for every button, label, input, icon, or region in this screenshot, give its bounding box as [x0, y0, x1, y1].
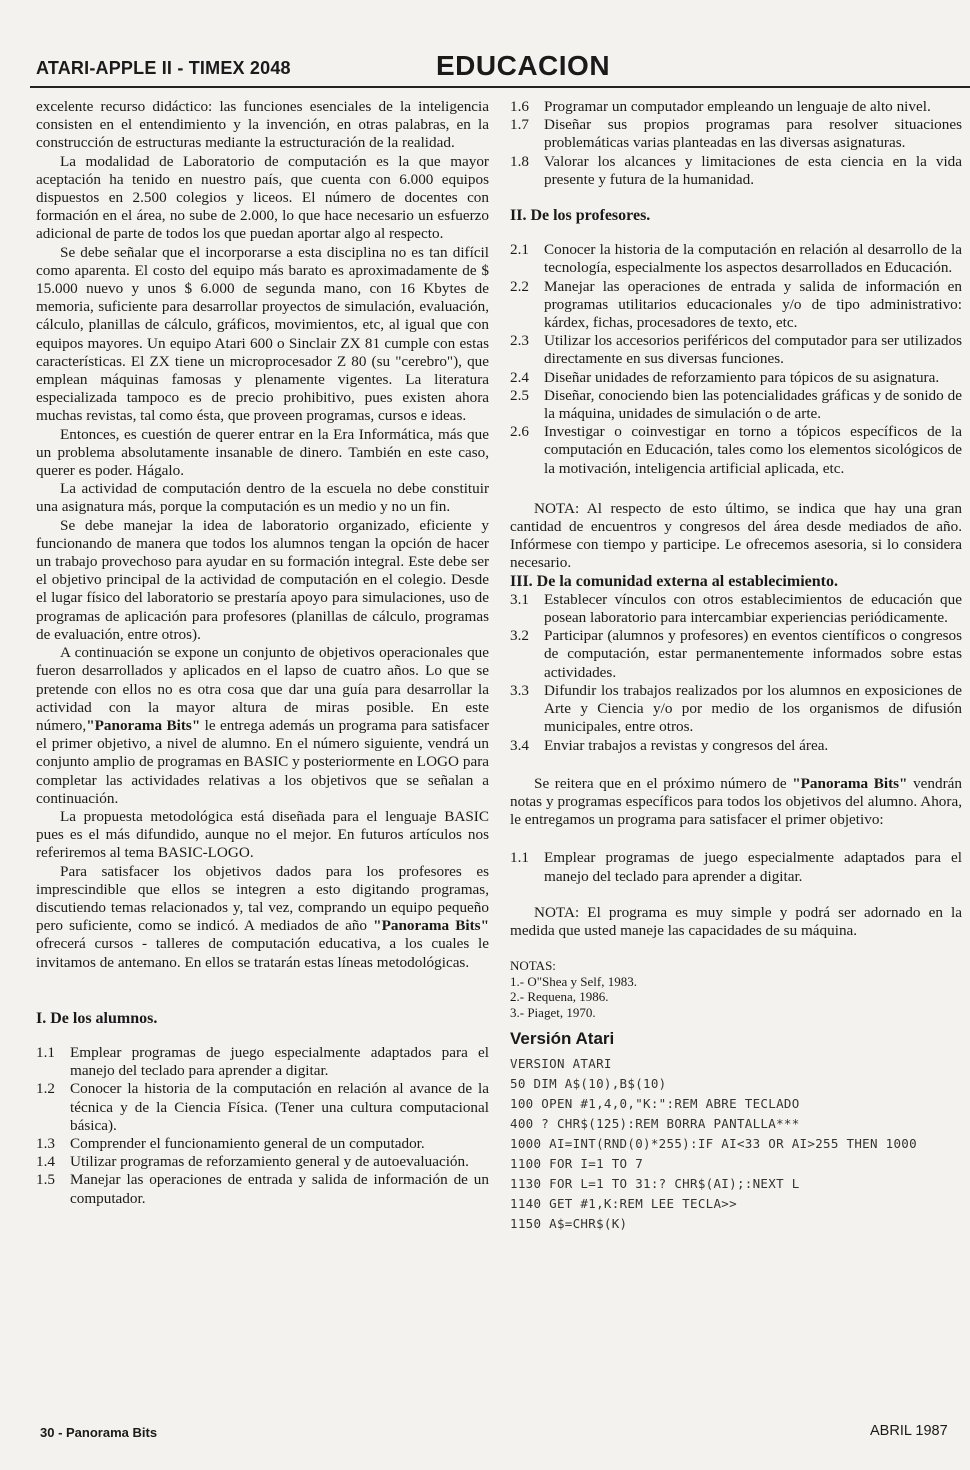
header-rule — [30, 86, 970, 88]
item-number: 1.7 — [510, 116, 529, 134]
notes-item: 1.- O"Shea y Self, 1983. — [510, 973, 637, 989]
item-text: Investigar o coinvestigar en torno a tópicos específicos de la computación en Educación, tales como los elementos sicológicos de la motivación, inteligencia artificial aplicada, etc. — [544, 423, 962, 477]
item-text: Diseñar, conociendo bien las potencialidades gráficas y de sonido de la máquina, unidades de simulación o de arte. — [544, 386, 962, 423]
list-item — [510, 682, 962, 737]
paragraph: La actividad de computación dentro de la escuela no debe constituir una asignatura más, porque la computación es un medio y no un fin. — [36, 480, 489, 516]
paragraph-text: le entrega además un programa para satisfacer el primer objetivo, a nivel de alumno. En el número siguiente, vendrá un conjunto amplio de programas en BASIC y posteriormente en LOGO para completar las actividades relativas a los objetivos que se señalan a continuación. — [36, 716, 489, 807]
list-item — [510, 98, 962, 116]
list-item — [510, 241, 962, 277]
list-item — [510, 278, 962, 333]
item-number: 1.6 — [510, 98, 529, 115]
item-text: Diseñar sus propios programas para resolver situaciones problemáticas varias planteadas en las diversas asignaturas. — [544, 116, 962, 152]
notes-item: 3.- Piaget, 1970. — [510, 1004, 596, 1020]
item-text: Participar (alumnos y profesores) en eventos científicos o congresos de computación, estar permanentemente informados sobre estas actividades. — [544, 627, 962, 681]
paragraph-text: ofrecerá cursos - talleres de computación educativa, a los cuales le invitamos de antemano. En ellos se tratarán estas líneas metodológicas. — [36, 935, 489, 971]
item-number: 1.5 — [36, 1171, 55, 1189]
item-number: 2.1 — [510, 241, 529, 259]
paragraph: Se debe manejar la idea de laboratorio organizado, eficiente y funcionando de manera que todos los alumnos tengan la opción de hacer un trabajo provechoso para ayudar en su formación integral. Este debe ser el objetivo principal de la actividad de computación en el colegio. Desde el lugar físico del laboratorio se prestaría apoyo para simulaciones, uso de programas de aplicación para profesores (planillas de cálculo, programas de evaluación, entre otros). — [36, 516, 489, 643]
item-number: 3.3 — [510, 681, 529, 699]
left-column — [36, 98, 489, 1208]
item-text: Emplear programas de juego especialmente adaptados para el manejo del teclado para aprender a digitar. — [544, 849, 962, 885]
list-item — [36, 1080, 489, 1135]
item-number: 1.2 — [36, 1080, 55, 1098]
code-line: 50 DIM A$(10),B$(10) — [510, 1076, 667, 1092]
item-number: 1.4 — [36, 1153, 55, 1171]
running-header: ATARI-APPLE II - TIMEX 2048 — [36, 58, 291, 78]
item-text: Establecer vínculos con otros establecimientos de educación que posean laboratorio para intercambiar experiencias periódicamente. — [544, 590, 962, 627]
code-line: 1140 GET #1,K:REM LEE TECLA>> — [510, 1196, 737, 1212]
list-item — [510, 116, 962, 152]
issue-date: ABRIL 1987 — [870, 1423, 948, 1439]
paragraph — [36, 644, 489, 808]
item-text: Manejar las operaciones de entrada y salida de información de un computador. — [70, 1171, 489, 1207]
item-text: Utilizar los accesorios periféricos del computador para ser utilizados directamente en sus diversas funciones. — [544, 332, 962, 368]
list-item — [36, 1153, 489, 1171]
note-paragraph: NOTA: El programa es muy simple y podrá ser adornado en la medida que usted maneje las capacidades de su máquina. — [510, 903, 962, 939]
reitera-paragraph — [510, 775, 962, 830]
notes-item: 2.- Requena, 1986. — [510, 989, 609, 1005]
list-item — [510, 369, 962, 387]
right-column — [510, 98, 962, 1234]
item-text: Valorar los alcances y limitaciones de esta ciencia en la vida presente y futura de la humanidad. — [544, 152, 962, 188]
list-item — [510, 423, 962, 478]
item-number: 2.6 — [510, 423, 529, 441]
item-text: Conocer la historia de la computación en relación al desarrollo de la tecnología, especialmente los aspectos desarrollados en Educación. — [544, 241, 962, 277]
paragraph: La propuesta metodológica está diseñada para el lenguaje BASIC pues es el más difundido, aunque no el mejor. En futuros artículos nos referiremos al tema BASIC-LOGO. — [36, 807, 489, 862]
item-number: 2.3 — [510, 332, 529, 350]
list-item — [36, 1044, 489, 1080]
section-title: EDUCACION — [436, 50, 611, 81]
paragraph: Se debe señalar que el incorporarse a esta disciplina no es tan difícil como aparenta. El costo del equipo más barato es aproximadamente de $ 15.000 nuevo y unos $ 6.000 de segunda mano, con 16 Kbytes de memoria, suficiente para desarrollar proyectos de simulación, evaluación, cálculo, planillas de cálculo, gráficos, movimientos, etc, al igual que con equipos mayores. Un equipo Atari 600 o Sinclair ZX 81 cumple con estas características. El ZX tiene un microprocesador Z 80 (su "cerebro"), que emplean máquinas famosas y plenamente vigentes. La literatura especializada tampoco es de precio prohibitivo, pues existen ahora muchas revistas, tal como ésta, que proveen programas, cursos e ideas. — [36, 243, 489, 425]
item-number: 3.4 — [510, 736, 529, 754]
atari-version-title: Versión Atari — [510, 1029, 615, 1049]
code-line: 1150 A$=CHR$(K) — [510, 1216, 628, 1232]
item-number: 2.2 — [510, 277, 529, 295]
section-heading: III. De la comunidad externa al establecimiento. — [510, 572, 838, 590]
item-text: Diseñar unidades de reforzamiento para tópicos de su asignatura. — [544, 368, 940, 386]
section-heading: I. De los alumnos. — [36, 1009, 158, 1027]
item-text: Difundir los trabajos realizados por los alumnos en exposiciones de Arte y Ciencia y/o por medio de los organismos de difusión municipales, entre otros. — [544, 681, 962, 736]
page-footer: 30 - Panorama Bits — [40, 1425, 158, 1440]
list-item — [510, 627, 962, 682]
list-item — [510, 332, 962, 368]
item-number: 1.1 — [36, 1043, 55, 1061]
list-item — [36, 1171, 489, 1207]
magazine-name: "Panorama Bits" — [86, 716, 201, 734]
section-heading: II. De los profesores. — [510, 207, 651, 225]
item-number: 3.1 — [510, 590, 529, 608]
item-number: 1.3 — [36, 1134, 55, 1152]
paragraph: Entonces, es cuestión de querer entrar en la Era Informática, más que un problema absolutamente insanable de dinero. También en este caso, querer es poder. Hágalo. — [36, 425, 489, 480]
code-line: 1130 FOR L=1 TO 31:? CHR$(AI);:NEXT L — [510, 1176, 800, 1192]
item-number: 1.8 — [510, 152, 529, 170]
list-item — [510, 849, 962, 885]
magazine-name: "Panorama Bits" — [792, 774, 908, 792]
item-text: Enviar trabajos a revistas y congresos del área. — [544, 736, 829, 754]
code-line: 1000 AI=INT(RND(0)*255):IF AI<33 OR AI>255 THEN 1000 — [510, 1136, 917, 1152]
list-item — [510, 153, 962, 189]
item-text: Emplear programas de juego especialmente adaptados para el manejo del teclado para aprender a digitar. — [70, 1043, 489, 1080]
code-line: 100 OPEN #1,4,0,"K:":REM ABRE TECLADO — [510, 1096, 800, 1112]
notes-title: NOTAS: — [510, 958, 556, 974]
paragraph — [36, 863, 489, 972]
item-number: 2.4 — [510, 368, 529, 386]
paragraph-text: vendrán notas y programas específicos para todos los objetivos del alumno. Ahora, le entregamos un programa para satisfacer el primer objetivo: — [510, 774, 963, 829]
paragraph-text: A continuación se expone un conjunto de objetivos operacionales que fueron desarrollados y aplicados en el lapso de cuatro años. Lo que se pretende con ellos no es otra cosa que dar una guía para desarrollar la actividad con la mayor altura de miras posible. En este número, — [36, 644, 489, 734]
paragraph: La modalidad de Laboratorio de computación es la que mayor aceptación ha tenido en nuestro país, que cuenta con 6.000 equipos dispuestos en 2.500 colegios y liceos. El número de docentes con formación en el área, no sube de 2.000, lo que hace necesario un esfuerzo adicional de parte de todos los que puedan aportar algo al respecto. — [36, 152, 489, 243]
item-text: Programar un computador empleando un lenguaje de alto nivel. — [544, 98, 931, 115]
item-number: 3.2 — [510, 627, 529, 645]
item-text: Manejar las operaciones de entrada y salida de información en programas utilitarios educacionales y/o de tipo administrativo: kárdex, fichas, procesadores de texto, etc. — [544, 277, 962, 332]
paragraph-text: Se reitera que en el próximo número de — [534, 774, 793, 792]
note-paragraph: NOTA: Al respecto de esto último, se indica que hay una gran cantidad de encuentros y congresos del área desde mediados de año. Infórmese con tiempo y participe. Le ofrecemos asesoria, si lo considera necesario. — [510, 499, 962, 572]
code-line: 400 ? CHR$(125):REM BORRA PANTALLA*** — [510, 1116, 800, 1132]
code-line: 1100 FOR I=1 TO 7 — [510, 1156, 644, 1172]
item-number: 1.1 — [510, 849, 529, 867]
item-text: Utilizar programas de reforzamiento general y de autoevaluación. — [70, 1153, 469, 1171]
list-item — [510, 737, 962, 755]
list-item — [36, 1135, 489, 1153]
item-number: 2.5 — [510, 386, 529, 404]
paragraph-text: Para satisfacer los objetivos dados para los profesores es imprescindible que ellos se integren a esto digitando programas, discutiendo temas relacionados y, tal vez, comprando un equipo pequeño pero suficiente, como se indicó. A mediados de año — [36, 862, 489, 935]
paragraph: excelente recurso didáctico: las funciones esenciales de la inteligencia consisten en el entendimiento y la invención, en otras palabras, en la construcción de estructuras mediante la estructuración de la realidad. — [36, 98, 489, 152]
item-text: Comprender el funcionamiento general de un computador. — [70, 1134, 425, 1152]
list-item — [510, 387, 962, 423]
item-text: Conocer la historia de la computación en relación al avance de la técnica y de la Ciencia Física. (Tener una cultura computacional básica). — [70, 1080, 489, 1134]
list-item — [510, 591, 962, 627]
magazine-name: "Panorama Bits" — [373, 917, 490, 935]
code-line: VERSION ATARI — [510, 1056, 612, 1072]
